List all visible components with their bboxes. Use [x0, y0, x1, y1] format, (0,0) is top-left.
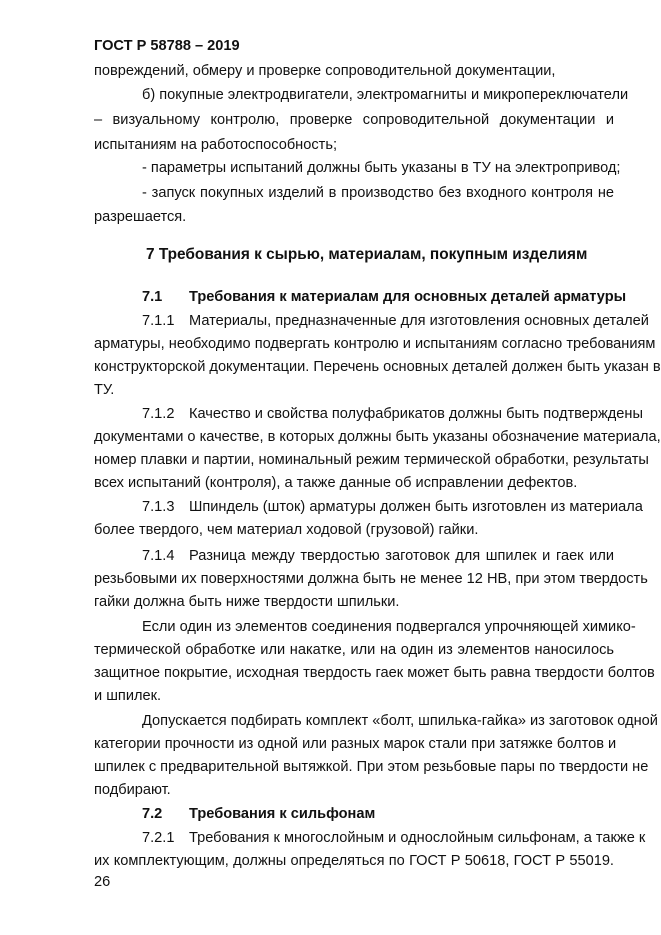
subsection-7-1-title: Требования к материалам для основных деталей арматуры [189, 289, 627, 305]
document-header: ГОСТ Р 58788 – 2019 [94, 38, 240, 54]
text-line: Материалы, предназначенные для изготовления основных деталей [189, 313, 649, 329]
text-line: шпилек с предварительной вытяжкой. При этом резьбовые пары по твердости не [94, 759, 649, 775]
text-line: ТУ. [94, 382, 115, 398]
text-line: документами о качестве, в которых должны быть указаны обозначение материала, [94, 429, 661, 445]
clause-7-2-1-number: 7.2.1 [142, 830, 175, 846]
text-line: – визуальному контролю, проверке сопроводительной документации и [94, 112, 614, 128]
text-line: Требования к многослойным и однослойным сильфонам, а также к [189, 830, 646, 846]
subsection-7-1-number: 7.1 [142, 289, 163, 305]
text-line: арматуры, необходимо подвергать контролю и испытаниям согласно требованиям [94, 336, 656, 352]
text-line: всех испытаний (контроля), а также данные об исправлении дефектов. [94, 475, 578, 491]
clause-7-1-1-number: 7.1.1 [142, 313, 175, 329]
text-line: разрешается. [94, 209, 187, 225]
text-line: более твердого, чем материал ходовой (грузовой) гайки. [94, 522, 479, 538]
clause-7-1-4-number: 7.1.4 [142, 548, 175, 564]
text-line: резьбовыми их поверхностями должна быть не менее 12 HB, при этом твердость [94, 571, 648, 587]
subsection-7-2-title: Требования к сильфонам [189, 806, 376, 822]
text-line: Допускается подбирать комплект «болт, шпилька-гайка» из заготовок одной [142, 713, 658, 729]
text-line: б) покупные электродвигатели, электромагниты и микропереключатели [142, 87, 629, 103]
text-line: гайки должна быть ниже твердости шпильки. [94, 594, 400, 610]
section-7-heading: 7 Требования к сырью, материалам, покупным изделиям [146, 246, 588, 263]
text-line: Качество и свойства полуфабрикатов должны быть подтверждены [189, 406, 643, 422]
text-line: - параметры испытаний должны быть указаны в ТУ на электропривод; [142, 160, 621, 176]
text-line: повреждений, обмеру и проверке сопроводительной документации, [94, 63, 556, 79]
text-line: испытаниям на работоспособность; [94, 137, 337, 153]
text-line: и шпилек. [94, 688, 162, 704]
text-line: - запуск покупных изделий в производство без входного контроля не [142, 185, 614, 201]
text-line: номер плавки и партии, номинальный режим термической обработки, результаты [94, 452, 649, 468]
clause-7-1-3-number: 7.1.3 [142, 499, 175, 515]
text-line: подбирают. [94, 782, 171, 798]
text-line: защитное покрытие, исходная твердость гаек может быть равна твердости болтов [94, 665, 655, 681]
text-line: их комплектующим, должны определяться по ГОСТ Р 50618, ГОСТ Р 55019. [94, 853, 614, 869]
text-line: Шпиндель (шток) арматуры должен быть изготовлен из материала [189, 499, 643, 515]
text-line: Если один из элементов соединения подвергался упрочняющей химико- [142, 619, 636, 635]
subsection-7-2-number: 7.2 [142, 806, 163, 822]
page-number: 26 [94, 874, 111, 890]
text-line: Разница между твердостью заготовок для шпилек и гаек или [189, 548, 614, 564]
text-line: категории прочности из одной или разных марок стали при затяжке болтов и [94, 736, 617, 752]
text-line: термической обработке или накатке, или на один из элементов наносилось [94, 642, 614, 658]
text-line: конструкторской документации. Перечень основных деталей должен быть указан в [94, 359, 661, 375]
clause-7-1-2-number: 7.1.2 [142, 406, 175, 422]
